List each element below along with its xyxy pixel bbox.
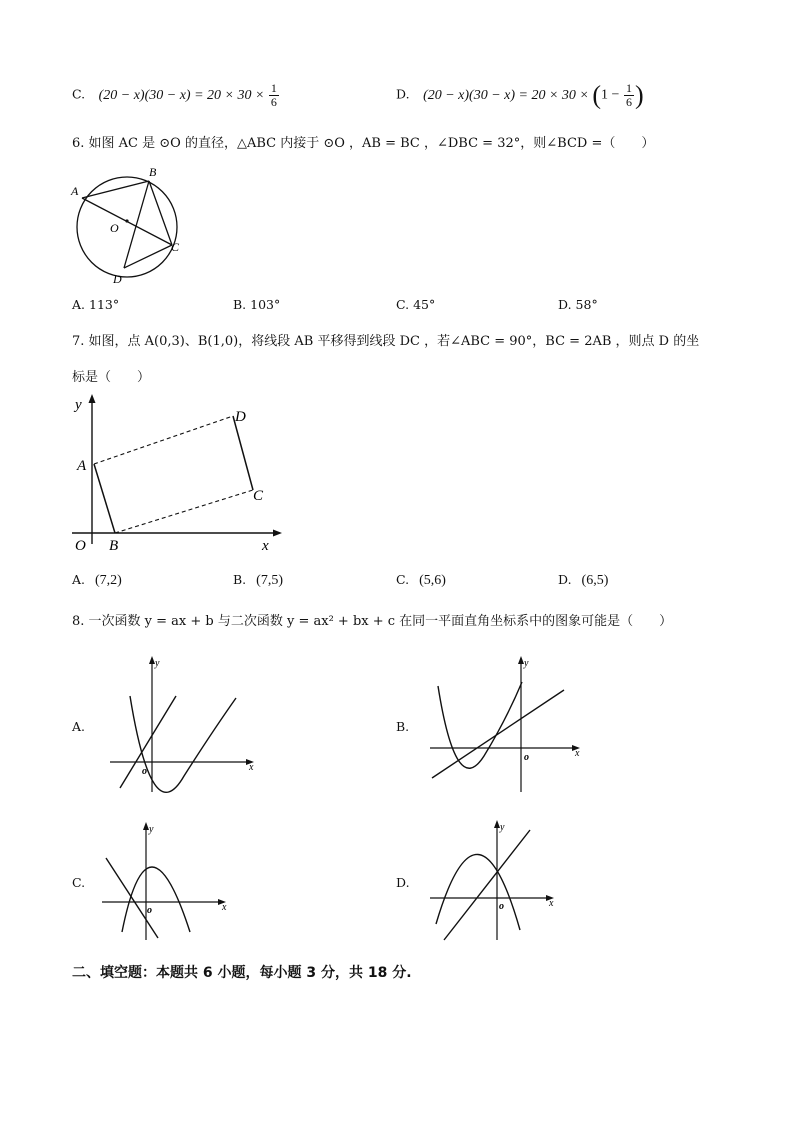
q8d-parabola xyxy=(436,854,520,930)
q8-option-d-letter: D. xyxy=(396,875,410,890)
q6-option-c-text: 45° xyxy=(413,297,436,312)
section-2-heading: 二、填空题：本题共 6 小题，每小题 3 分，共 18 分. xyxy=(72,965,412,981)
q6-label-o: O xyxy=(110,221,119,235)
q8b-label-y: y xyxy=(524,658,529,669)
q7-segment-dc xyxy=(233,416,253,490)
q8d-label-x: x xyxy=(549,898,554,909)
q5-option-d-fraction xyxy=(624,82,634,109)
q8d-label-o: o xyxy=(499,901,504,912)
q7-label-y: y xyxy=(75,397,82,413)
q7-label-o: O xyxy=(75,538,86,554)
q5-option-d-letter: D. xyxy=(396,86,410,102)
q6-option-a-letter: A. xyxy=(72,297,86,312)
q6-segment-ab xyxy=(82,181,149,198)
q7-option-b-text: (7,5) xyxy=(256,573,283,588)
q5-option-c-den: 6 xyxy=(270,95,277,109)
q5-option-d-open-paren: ( xyxy=(592,80,602,110)
q7-stem-line2: 标是（ ） xyxy=(72,370,151,385)
q6-circle-figure xyxy=(70,160,190,290)
q7-option-c xyxy=(396,572,446,589)
q6-circle xyxy=(77,177,177,277)
q7-option-a xyxy=(72,572,122,589)
q5-option-c-letter: C. xyxy=(72,86,86,102)
q6-option-b-letter: B. xyxy=(233,297,247,312)
q8b-label-o: o xyxy=(524,752,529,763)
q8a-line xyxy=(120,696,176,788)
q6-label-b: B xyxy=(149,165,157,179)
q8b-line xyxy=(432,690,564,778)
q8-graph-d xyxy=(426,818,576,948)
q8c-line xyxy=(106,858,158,938)
q6-option-d-letter: D. xyxy=(558,297,572,312)
q7-label-b: B xyxy=(109,538,119,554)
q5-option-d-close-paren: ) xyxy=(634,80,644,110)
q5-option-c-fraction xyxy=(269,82,279,109)
q7-option-d-letter: D. xyxy=(558,572,572,587)
q8-graph-b xyxy=(426,652,596,802)
q7-option-d-text: (6,5) xyxy=(581,573,609,588)
q8d-label-y: y xyxy=(500,822,505,833)
q7-stem-line1: 7. 如图，点 A(0,3)、B(1,0)，将线段 AB 平移得到线段 DC ，若∠ABC = 90°，BC = 2AB ，则点 D 的坐 xyxy=(72,334,700,349)
q5-option-d-expr: (20 − x)(30 − x) = 20 × 30 × xyxy=(423,87,589,103)
q8a-label-y: y xyxy=(155,658,160,669)
q6-label-d: D xyxy=(113,272,122,286)
q8b-label-x: x xyxy=(575,748,580,759)
q7-option-d xyxy=(558,572,608,589)
q7-label-d: D xyxy=(235,409,246,425)
q6-option-b-text: 103° xyxy=(250,297,281,312)
q7-option-a-text: (7,2) xyxy=(95,573,122,588)
q8-option-a-letter: A. xyxy=(72,719,86,734)
q8-option-c-letter: C. xyxy=(72,875,86,890)
q6-option-a xyxy=(72,297,119,312)
q8a-label-x: x xyxy=(249,762,254,773)
q7-dashed-bc xyxy=(115,490,253,533)
q5-option-c-num: 1 xyxy=(270,81,277,95)
q7-label-x: x xyxy=(262,538,269,554)
q8c-label-y: y xyxy=(149,824,154,835)
q7-coordinate-figure xyxy=(70,392,290,562)
q8-option-b-letter: B. xyxy=(396,719,410,734)
q7-x-axis-arrow xyxy=(273,530,282,537)
q7-label-c: C xyxy=(253,488,264,504)
q8b-parabola xyxy=(438,682,522,768)
q7-y-axis-arrow xyxy=(89,394,96,403)
q6-stem: 6. 如图 AC 是 ⊙O 的直径，△ABC 内接于 ⊙O ，AB = BC ，∠DBC = 32°，则∠BCD =（ ） xyxy=(72,136,655,151)
q5-option-d xyxy=(396,82,644,109)
q6-option-c-letter: C. xyxy=(396,297,410,312)
q8-graph-c xyxy=(100,818,240,948)
q6-segment-dc xyxy=(124,245,172,268)
q6-option-a-text: 113° xyxy=(89,297,120,312)
q6-label-c: C xyxy=(171,240,180,254)
q7-dashed-ad xyxy=(94,416,233,464)
q7-option-b xyxy=(233,572,283,589)
q7-segment-ab xyxy=(94,464,115,533)
q7-option-c-letter: C. xyxy=(396,572,410,587)
q7-option-b-letter: B. xyxy=(233,572,247,587)
q5-option-d-inner: 1 − xyxy=(601,87,620,103)
q6-label-a: A xyxy=(71,184,79,198)
q7-option-a-letter: A. xyxy=(72,572,86,587)
q6-option-d-text: 58° xyxy=(575,297,598,312)
q8c-label-o: o xyxy=(147,905,152,916)
q8d-line xyxy=(444,830,530,940)
q5-option-d-num: 1 xyxy=(625,81,632,95)
q8a-label-o: o xyxy=(142,766,147,777)
q5-option-c-expr: (20 − x)(30 − x) = 20 × 30 × xyxy=(98,87,265,103)
q6-center-dot xyxy=(125,219,128,222)
q6-option-c xyxy=(396,297,435,312)
q6-segment-bd xyxy=(124,181,149,268)
q5-option-d-den: 6 xyxy=(625,95,632,109)
q7-option-c-text: (5,6) xyxy=(419,573,446,588)
q8c-label-x: x xyxy=(222,902,227,913)
q6-option-b xyxy=(233,297,280,312)
q5-option-c xyxy=(72,82,280,109)
q7-label-a: A xyxy=(77,458,87,474)
q8-graph-a xyxy=(106,652,266,802)
q8-stem: 8. 一次函数 y = ax + b 与二次函数 y = ax² + bx + c 在同一平面直角坐标系中的图象可能是（ ） xyxy=(72,614,673,629)
q6-option-d xyxy=(558,297,598,312)
